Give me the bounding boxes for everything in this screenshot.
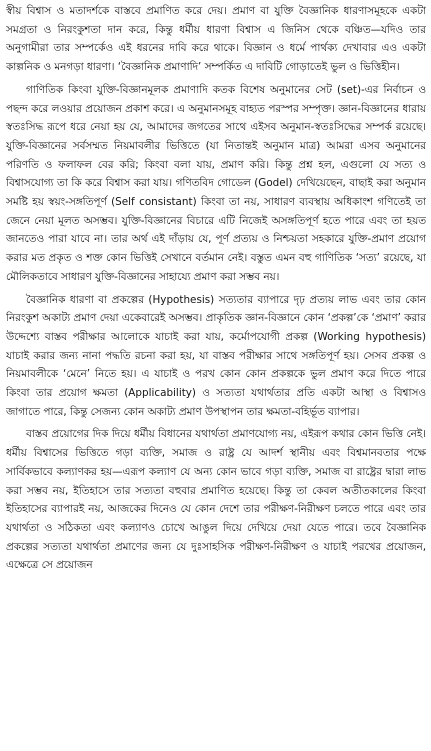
paragraph-1: স্বীয় বিশ্বাস ও মতাদর্শকে বাস্তবে প্রমাণিত করে দেয়। প্রমাণ বা যুক্তি বৈজ্ঞানিক ধারণাসমূহকে একটা সমগ্রতা ও নিরংকুশতা দান করে, কিন্তু ধর্মীয় ধারণা বিশ্বাস এ জিনিস থেকে বঞ্চিত—যদিও তার অনুগামীরা তার সম্পর্কেও এই ধরনের দাবি করে থাকে। বিজ্ঞান ও ধর্মে পার্থক্য দেখাবার এও একটা কাল্পনিক ও মনগড়া ধারণা। ‘বৈজ্ঞানিক প্রমাণাদি’ সম্পর্কিত এ দাবিটি গোড়াতেই ভুল ও ভিত্তিহীন। (6, 5, 426, 74)
paragraph-4: বাস্তব প্রয়োগের দিক দিয়ে ধর্মীয় বিধানের যথার্থতা প্রমাণযোগ্য নয়, এইরূপ কথার কোন ভিত্তি নেই। ধর্মীয় বিশ্বাসের ভিত্তিতে গড়া ব্যক্তি, সমাজ ও রাষ্ট্র যে আদর্শ স্থানীয় এবং বিশ্বমানবতার পক্ষে সার্বিকভাবে কল্যাণকর হয়—এরূপ কল্যাণ যে অন্য কোন ভাবে গড়া ব্যক্তি, সমাজ বা রাষ্ট্রের দ্বারা লাভ করা সম্ভব নয়, ইতিহাসে তার সত্যতা বহুবার প্রমাণিত হয়েছে। কিন্তু তা কেবল অতীতকালের কিংবা ইতিহাসের ব্যাপারই নয়, আজকের দিনেও যে কোন দেশে তার পরীক্ষণ-নিরীক্ষণ চলতে পারে এবং তার যথার্থতা ও সঠিকতা এবং কল্যাণও চোখে আঙুল দিয়ে দেখিয়ে দেয়া যেতে পারে। তবে বৈজ্ঞানিক প্রকল্পের সত্যতা যথার্থতা প্রমাণের জন্য যে দুঃসাহসিক পরীক্ষণ-নিরীক্ষণ ও যাচাই পরখের প্রয়োজন, এক্ষেত্রে সে প্রয়োজন (6, 428, 426, 572)
paragraph-2: গাণিতিক কিংবা যুক্তি-বিজ্ঞানমূলক প্রমাণাদি কতক বিশেষ অনুমানের সেট (set)-এর নির্বাচন ও পছন্দ করে লওয়ার প্রয়োজন প্রকাশ করে। এ অনুমানসমূহ বাহ্যত পরস্পর সম্পৃক্ত। জ্ঞান-বিজ্ঞানের ধারায় স্বতঃসিদ্ধ রূপে ধরে নেয়া হয় যে, আমাদের জগতের সাথে এইসব অনুমান-স্বতঃসিদ্ধের সম্পর্ক রয়েছে। যুক্তি-বিজ্ঞানের সর্বসম্মত নিয়মাবলীর ভিত্তিতে (যা নিতান্তই অনুমান মাত্র) আমরা এসব অনুমানের পরিণতি ও ফলাফল বের করি; কিংবা বলা যায়, প্রমাণ করি। কিন্তু প্রশ্ন হল, এগুলো যে সত্য ও বিশ্বাসযোগ্য তা কি করে বিশ্বাস করা যায়। গণিতবিদ গোডেল (Godel) দেখিয়েছেন, বাছাই করা অনুমান সমষ্টি হয় স্বয়ং-সঙ্গতিপূর্ণ (Self consistant) কিংবা তা নয়, সাধারণ ব্যবস্থায় অধিকাংশ গণিতেই তা জেনে নেয়া মূলত অসম্ভব। যুক্তি-বিজ্ঞানের বিচারে এটি নিজেই অসঙ্গতিপূর্ণ হতে পারে এবং তা হয়ত জানতেও পারা যাবে না। তার অর্থ এই দাঁড়ায় যে, পূর্ণ প্রত্যয় ও নিশ্চয়তা সহকারে যুক্তি-প্রমাণ প্রয়োগ করার মত প্রকৃত ও শক্ত কোন ভিত্তিই সেখানে বর্তমান নেই। বস্তুত এমন বহু গাণিতিক ‘সত্য’ রয়েছে, যা মৌলিকতাবে সাধারণ যুক্তি-বিজ্ঞানের সাহায্যে প্রমাণ করা সম্ভব নয়। (6, 83, 426, 283)
book-page (6, 2, 426, 749)
paragraph-3: বৈজ্ঞানিক ধারণা বা প্রকল্পের (Hypothesis) সত্যতার ব্যাপারে দৃঢ় প্রত্যয় লাভ এবং তার কোন নিরংকুশ অকাট্য প্রমাণ দেয়া একেবারেই অসম্ভব। প্রাকৃতিক জ্ঞান-বিজ্ঞানে কোন ‘প্রকল্প’কে ‘প্রমাণ’ করার উদ্দেশ্যে বাস্তব পরীক্ষার আলোকে যাচাই করা যায়, কর্মোপযোগী প্রকল্প (Working hypothesis) যাচাই করার জন্য নানা পদ্ধতি রচনা করা হয়, যা বাস্তব পরীক্ষার সাথে সঙ্গতিপূর্ণ হয়। সেসব প্রকল্প ও নিয়মাবলীকে ‘মেনে’ নিতে হয়। এ যাচাই ও পরখ কোন কোন প্রকল্পকে ভুল প্রমাণ করে দিতে পারে কিংবা তার প্রয়োগ ক্ষমতা (Applicability) ও সত্যতা যথার্থতার প্রতি একটা আস্থা ও বিশ্বাসও জাগাতে পারে, কিন্তু সেজন্য কোন অকাট্য প্রমাণ উপস্থাপন তার ক্ষমতা-বহির্ভূত ব্যাপার। (6, 293, 426, 418)
